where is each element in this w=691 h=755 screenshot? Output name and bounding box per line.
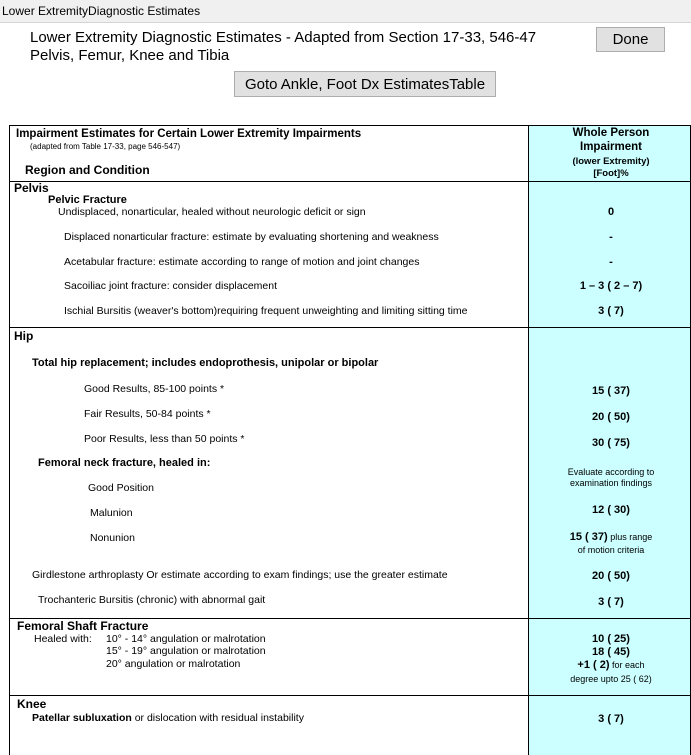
femoral-shaft-row-label: 15° - 19° angulation or malrotation	[106, 645, 266, 657]
knee-title: Knee	[17, 697, 47, 711]
femoral-neck-note-line2: examination findings	[569, 478, 653, 488]
region-condition-header: Region and Condition	[25, 163, 150, 177]
femoral-shaft-title: Femoral Shaft Fracture	[17, 619, 149, 633]
total-hip-replacement-rest: ; includes endoprothesis, unipolar or bipolar	[144, 357, 379, 369]
table-header-left	[9, 125, 529, 182]
hip-values	[528, 327, 691, 619]
pelvis-row-value: 0	[607, 206, 615, 218]
hip-replacement-row-value: 30 ( 75)	[592, 437, 630, 449]
pelvis-section	[9, 181, 529, 328]
pelvis-row-label: Displaced nonarticular fracture: estimate by evaluating shortening and weakness	[64, 231, 439, 243]
femoral-shaft-row-value: 18 ( 45)	[592, 646, 630, 658]
trochanteric-value: 3 ( 7)	[598, 596, 624, 608]
nonunion-value	[529, 531, 691, 543]
page-heading-line2: Pelvis, Femur, Knee and Tibia	[30, 47, 230, 64]
femoral-shaft-row-label: 10° - 14° angulation or malrotation	[106, 633, 266, 645]
patellar-subluxation-rest: or dislocation with residual instability	[131, 712, 304, 724]
nonunion-value-suffix: plus range	[607, 532, 653, 542]
nonunion-value-main: 15 ( 37)	[569, 531, 608, 543]
trochanteric-label: Trochanteric Bursitis (chronic) with abnormal gait	[38, 594, 266, 606]
column-header-line1: Whole Person	[572, 127, 650, 139]
pelvis-row-label: Undisplaced, nonarticular, healed without neurologic deficit or sign	[58, 206, 366, 218]
femoral-neck-note	[529, 467, 691, 489]
total-hip-replacement	[32, 357, 378, 369]
impairment-table	[9, 125, 691, 751]
pelvic-fracture-title: Pelvic Fracture	[48, 194, 127, 206]
table-adapted-note: (adapted from Table 17-33, page 546-547)	[30, 142, 181, 151]
pelvis-row-label: Acetabular fracture: estimate according to range of motion and joint changes	[64, 256, 420, 268]
pelvis-values	[528, 181, 691, 328]
column-header-line2: Impairment	[580, 141, 642, 153]
hip-title: Hip	[14, 329, 34, 343]
window-title: Lower ExtremityDiagnostic Estimates	[2, 4, 201, 18]
girdlestone-label: Girdlestone arthroplasty Or estimate according to exam findings; use the greater estimate	[32, 569, 448, 581]
pelvis-row-label: Sacoiliac joint fracture: consider displacement	[64, 280, 278, 292]
hip-replacement-row-value: 15 ( 37)	[592, 385, 630, 397]
femoral-shaft-section	[9, 618, 529, 696]
good-position-label: Good Position	[88, 482, 154, 494]
hip-replacement-row-label: Good Results, 85-100 points *	[84, 383, 225, 395]
pelvis-row-value: 3 ( 7)	[598, 305, 624, 317]
girdlestone-value: 20 ( 50)	[592, 570, 630, 582]
total-hip-replacement-bold: Total hip replacement	[32, 357, 145, 369]
hip-replacement-row-label: Fair Results, 50-84 points *	[84, 408, 211, 420]
pelvis-row-value: 1 – 3 ( 2 – 7)	[579, 280, 643, 292]
nonunion-value-suffix-line2: of motion criteria	[577, 545, 645, 555]
hip-replacement-row-label: Poor Results, less than 50 points *	[84, 433, 245, 445]
knee-values	[528, 695, 691, 755]
pelvis-row-value: -	[609, 256, 613, 268]
femoral-neck-title: Femoral neck fracture, healed in:	[38, 457, 211, 469]
pelvis-row-value: -	[609, 231, 613, 243]
table-title: Impairment Estimates for Certain Lower Extremity Impairments	[16, 128, 362, 140]
nonunion-label: Nonunion	[90, 532, 135, 544]
femoral-shaft-values	[528, 618, 691, 696]
femoral-shaft-row-value: 10 ( 25)	[592, 633, 630, 645]
page-heading	[30, 29, 536, 65]
done-button[interactable]: Done	[596, 27, 665, 52]
column-header-line4: [Foot]%	[593, 168, 629, 179]
knee-section	[9, 695, 529, 755]
hip-section	[9, 327, 529, 619]
femoral-neck-note-line1: Evaluate according to	[567, 467, 655, 477]
femoral-shaft-per-degree-line2: degree upto 25 ( 62)	[570, 674, 652, 684]
femoral-shaft-row-label: 20° angulation or malrotation	[106, 658, 241, 670]
pelvis-row-label: Ischial Bursitis (weaver's bottom)requiring frequent unweighting and limiting sitting time	[64, 305, 468, 317]
patellar-subluxation-bold: Patellar subluxation	[32, 712, 132, 724]
page-heading-line1: Lower Extremity Diagnostic Estimates - Adapted from Section 17-33, 546-47	[30, 29, 537, 46]
goto-ankle-foot-button[interactable]: Goto Ankle, Foot Dx EstimatesTable	[234, 71, 496, 97]
pelvis-title: Pelvis	[14, 181, 49, 195]
femoral-shaft-per-degree-main: +1 ( 2)	[577, 659, 610, 671]
patellar-subluxation-value: 3 ( 7)	[598, 713, 624, 725]
femoral-shaft-per-degree-suffix: for each	[609, 660, 645, 670]
femoral-shaft-row-value	[529, 659, 691, 671]
table-header-right	[528, 125, 691, 182]
malunion-value: 12 ( 30)	[592, 504, 630, 516]
window-titlebar	[0, 0, 691, 23]
hip-replacement-row-value: 20 ( 50)	[592, 411, 630, 423]
malunion-label: Malunion	[90, 507, 133, 519]
patellar-subluxation	[32, 712, 304, 724]
healed-with-label: Healed with:	[34, 633, 92, 645]
column-header-line3: (lower Extremity)	[572, 156, 650, 167]
